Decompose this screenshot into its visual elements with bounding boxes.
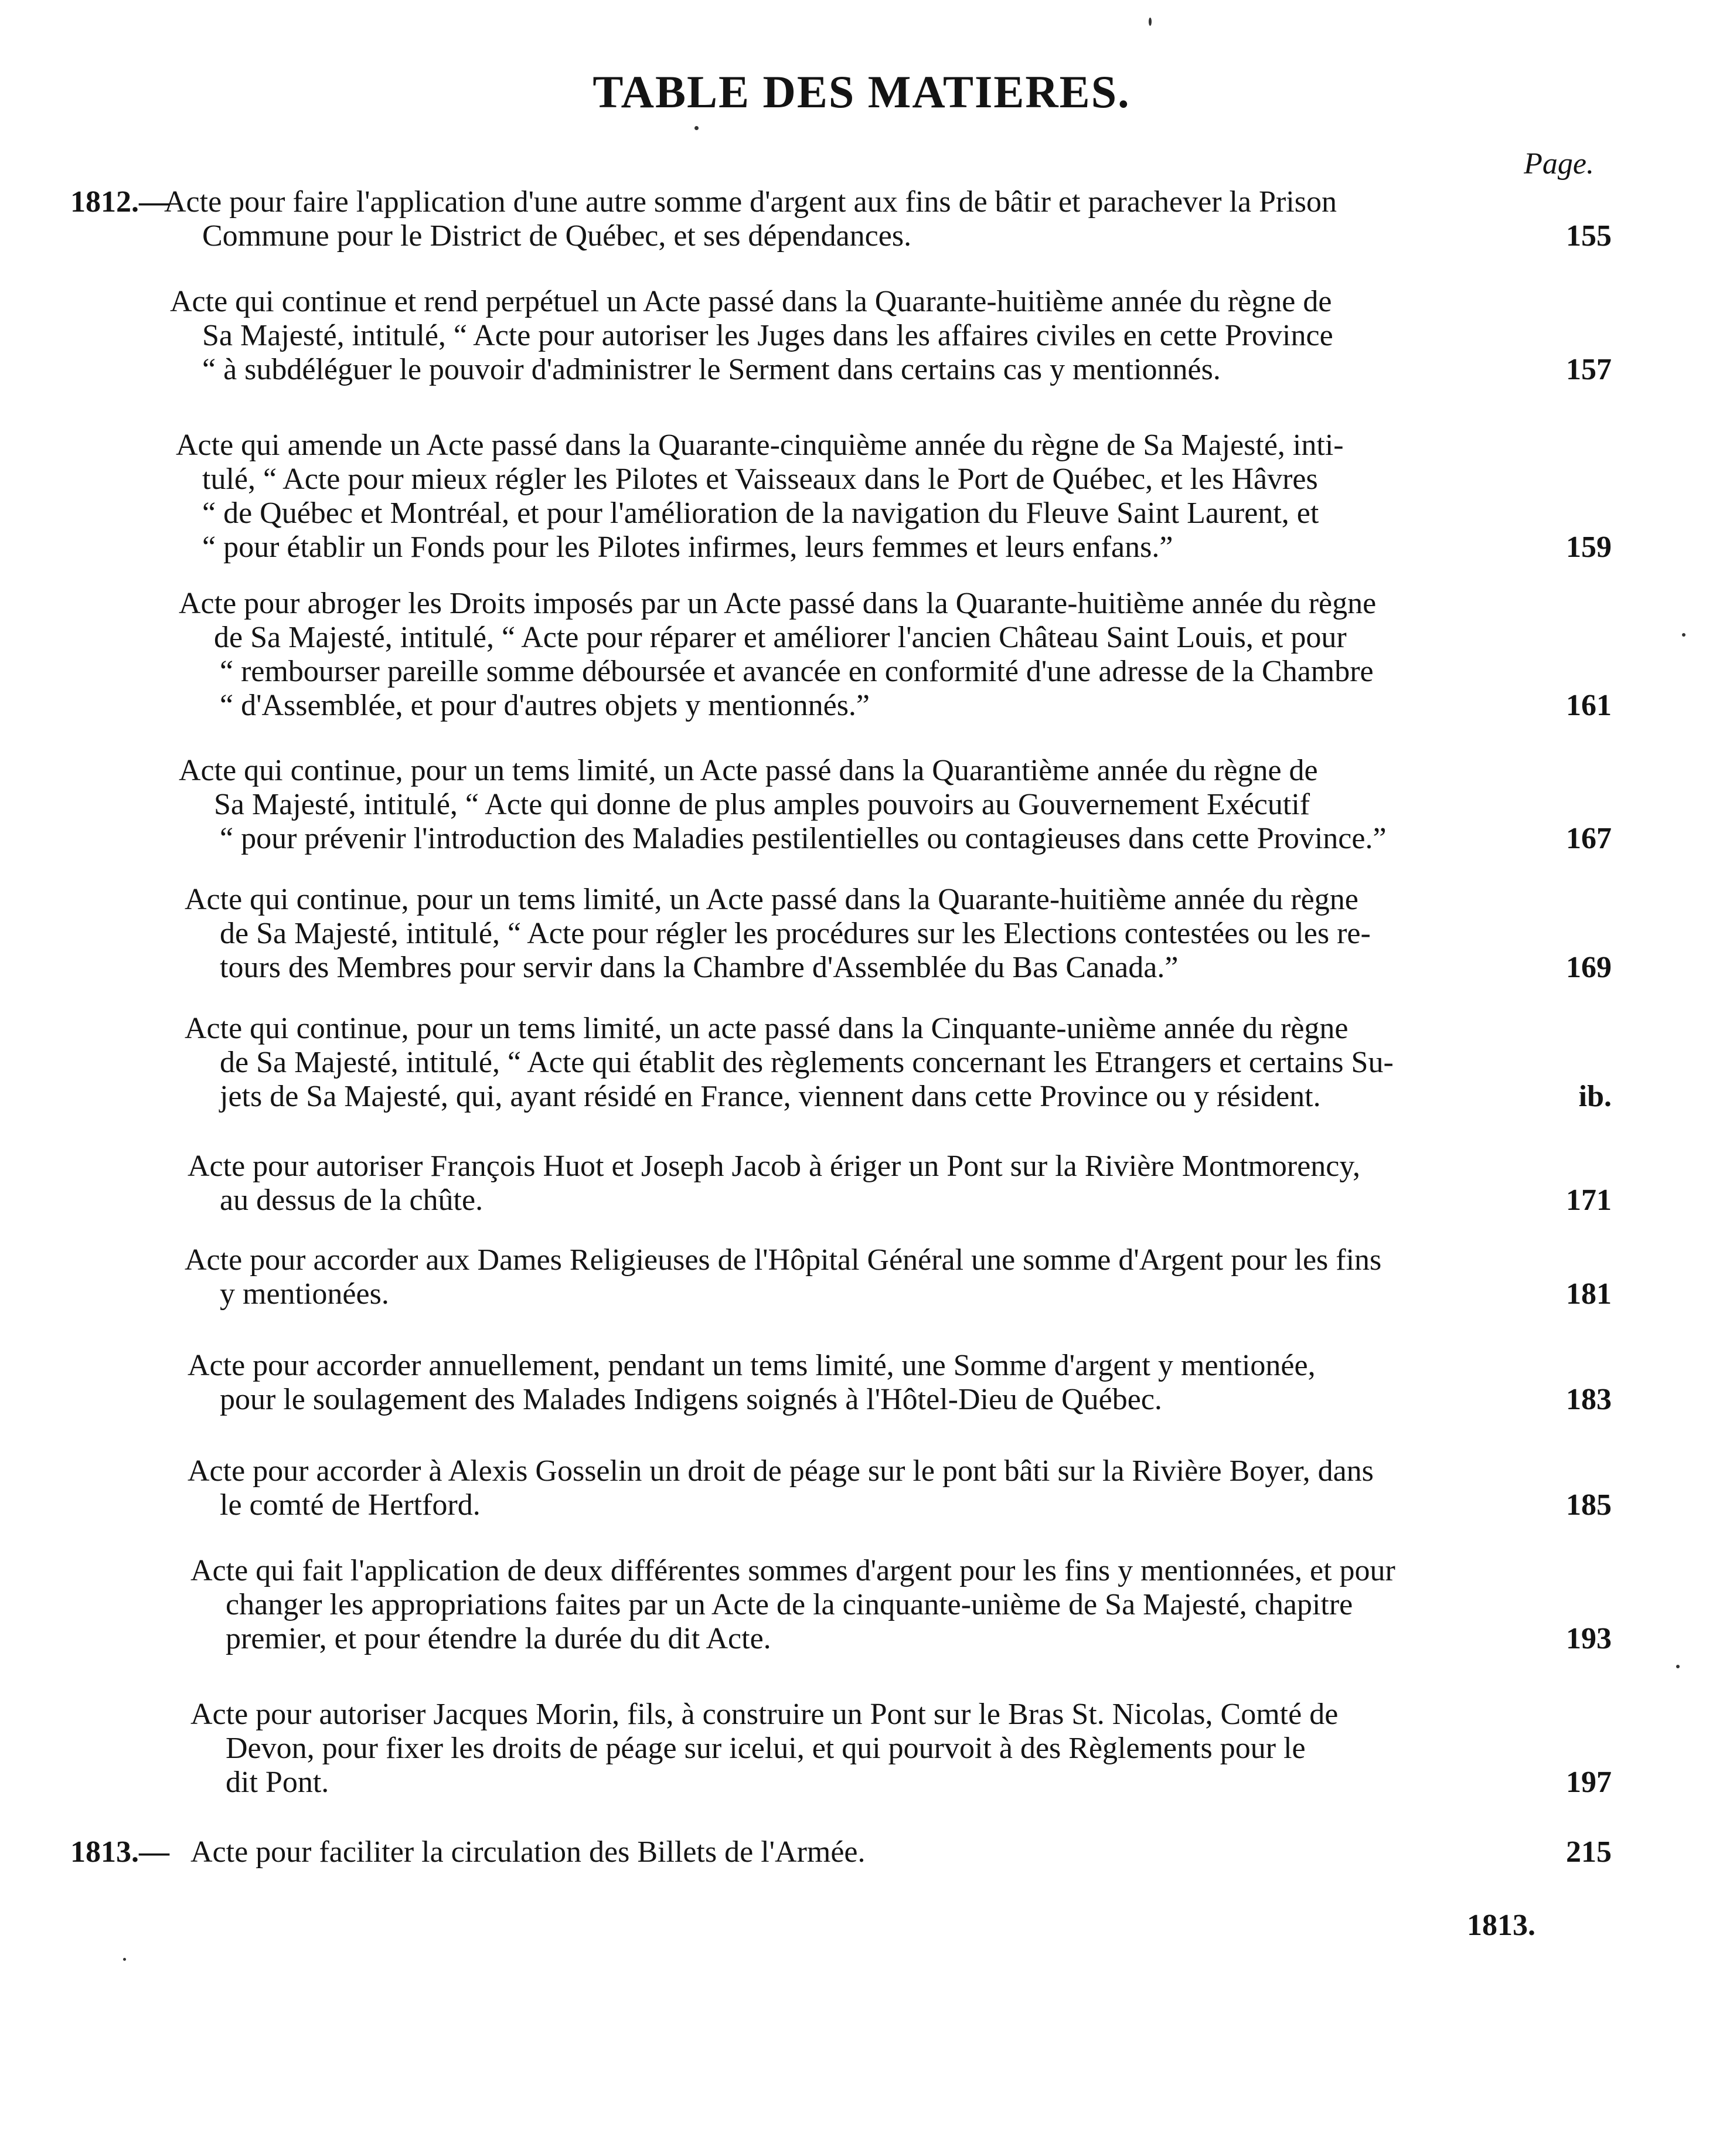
print-speck xyxy=(694,126,699,130)
entry-line: de Sa Majesté, intitulé, “ Acte pour régler les procédures sur les Elections contestées ou les re- xyxy=(220,917,1371,950)
entry-line: Acte pour accorder à Alexis Gosselin un droit de péage sur le pont bâti sur la Rivière Boyer, dans xyxy=(188,1454,1374,1488)
entry-line: Acte pour faciliter la circulation des Billets de l'Armée. xyxy=(190,1835,866,1869)
entry-page-number: 181 xyxy=(1566,1277,1612,1311)
entry-line: Acte pour faire l'application d'une autre somme d'argent aux fins de bâtir et parachever la Prison xyxy=(164,185,1337,219)
entry-line: Acte pour accorder aux Dames Religieuses de l'Hôpital Général une somme d'Argent pour les fins xyxy=(185,1243,1382,1277)
entry-page-number: 169 xyxy=(1566,951,1612,984)
entry-line: “ rembourser pareille somme déboursée et avancée en conformité d'une adresse de la Chambre xyxy=(220,655,1374,688)
catchword: 1813. xyxy=(1467,1909,1535,1942)
entry-line: Acte qui fait l'application de deux différentes sommes d'argent pour les fins y mentionnées, et pour xyxy=(190,1554,1395,1587)
entry-line: “ de Québec et Montréal, et pour l'amélioration de la navigation du Fleuve Saint Laurent, et xyxy=(202,497,1319,530)
entry-line: changer les appropriations faites par un Acte de la cinquante-unième de Sa Majesté, chapitre xyxy=(226,1588,1353,1621)
entry-page-number: 157 xyxy=(1566,353,1612,386)
entry-line: y mentionées. xyxy=(220,1277,389,1311)
entry-year: 1813.— xyxy=(70,1835,169,1869)
entry-line: “ pour prévenir l'introduction des Maladies pestilentielles ou contagieuses dans cette Province.” xyxy=(220,822,1387,855)
entry-line: Acte qui continue, pour un tems limité, un acte passé dans la Cinquante-unième année du règne xyxy=(185,1012,1349,1045)
print-speck xyxy=(1676,1665,1680,1668)
entry-line: Acte pour autoriser Jacques Morin, fils, à construire un Pont sur le Bras St. Nicolas, Comté de xyxy=(190,1698,1339,1731)
entry-line: Sa Majesté, intitulé, “ Acte pour autoriser les Juges dans les affaires civiles en cette Province xyxy=(202,319,1333,352)
entry-line: Acte qui continue, pour un tems limité, un Acte passé dans la Quarante-huitième année du règne xyxy=(185,883,1358,916)
page-column-header: Page. xyxy=(1524,147,1594,181)
entry-line: tulé, “ Acte pour mieux régler les Pilotes et Vaisseaux dans le Port de Québec, et les Hâvres xyxy=(202,463,1318,496)
entry-line: pour le soulagement des Malades Indigens soignés à l'Hôtel-Dieu de Québec. xyxy=(220,1383,1162,1416)
entry-line: Acte pour autoriser François Huot et Joseph Jacob à ériger un Pont sur la Rivière Montmorency, xyxy=(188,1150,1361,1183)
entry-page-number: 197 xyxy=(1566,1766,1612,1799)
entry-page-number: 167 xyxy=(1566,822,1612,855)
entry-line: dit Pont. xyxy=(226,1766,329,1799)
entry-line: de Sa Majesté, intitulé, “ Acte qui établit des règlements concernant les Etrangers et certains Su- xyxy=(220,1046,1394,1079)
print-speck xyxy=(123,1958,126,1961)
entry-line: Devon, pour fixer les droits de péage sur icelui, et qui pourvoit à des Règlements pour le xyxy=(226,1732,1306,1765)
entry-line: Commune pour le District de Québec, et ses dépendances. xyxy=(202,219,912,253)
entry-line: “ pour établir un Fonds pour les Pilotes infirmes, leurs femmes et leurs enfans.” xyxy=(202,531,1173,564)
entry-page-number: 155 xyxy=(1566,219,1612,253)
entry-line: “ d'Assemblée, et pour d'autres objets y mentionnés.” xyxy=(220,689,870,722)
entry-year: 1812.— xyxy=(70,185,169,219)
entry-line: Acte pour abroger les Droits imposés par un Acte passé dans la Quarante-huitième année du règne xyxy=(179,587,1377,620)
entry-line: de Sa Majesté, intitulé, “ Acte pour réparer et améliorer l'ancien Château Saint Louis, et pour xyxy=(214,621,1347,654)
entry-page-number: 161 xyxy=(1566,689,1612,722)
entry-line: Acte qui continue, pour un tems limité, un Acte passé dans la Quarantième année du règne de xyxy=(179,754,1318,787)
entry-line: au dessus de la chûte. xyxy=(220,1184,483,1217)
print-speck xyxy=(1682,633,1685,637)
entry-page-number: 185 xyxy=(1566,1488,1612,1522)
entry-page-number: ib. xyxy=(1578,1080,1612,1113)
entry-line: jets de Sa Majesté, qui, ayant résidé en France, viennent dans cette Province ou y résident. xyxy=(220,1080,1321,1113)
entry-page-number: 159 xyxy=(1566,531,1612,564)
entry-line: le comté de Hertford. xyxy=(220,1488,481,1522)
entry-line: “ à subdéléguer le pouvoir d'administrer le Serment dans certains cas y mentionnés. xyxy=(202,353,1221,386)
entry-page-number: 171 xyxy=(1566,1184,1612,1217)
entry-line: Acte qui continue et rend perpétuel un Acte passé dans la Quarante-huitième année du règne de xyxy=(170,285,1332,318)
entry-page-number: 215 xyxy=(1566,1835,1612,1869)
entry-line: premier, et pour étendre la durée du dit Acte. xyxy=(226,1622,771,1655)
entry-line: Acte pour accorder annuellement, pendant un tems limité, une Somme d'argent y mentionée, xyxy=(188,1349,1316,1382)
entry-line: Sa Majesté, intitulé, “ Acte qui donne de plus amples pouvoirs au Gouvernement Exécutif xyxy=(214,788,1310,821)
entry-page-number: 183 xyxy=(1566,1383,1612,1416)
page-title: TABLE DES MATIERES. xyxy=(593,66,1130,117)
print-speck xyxy=(1149,18,1152,26)
entry-line: Acte qui amende un Acte passé dans la Quarante-cinquième année du règne de Sa Majesté, inti- xyxy=(176,429,1344,462)
entry-line: tours des Membres pour servir dans la Chambre d'Assemblée du Bas Canada.” xyxy=(220,951,1179,984)
entry-page-number: 193 xyxy=(1566,1622,1612,1655)
